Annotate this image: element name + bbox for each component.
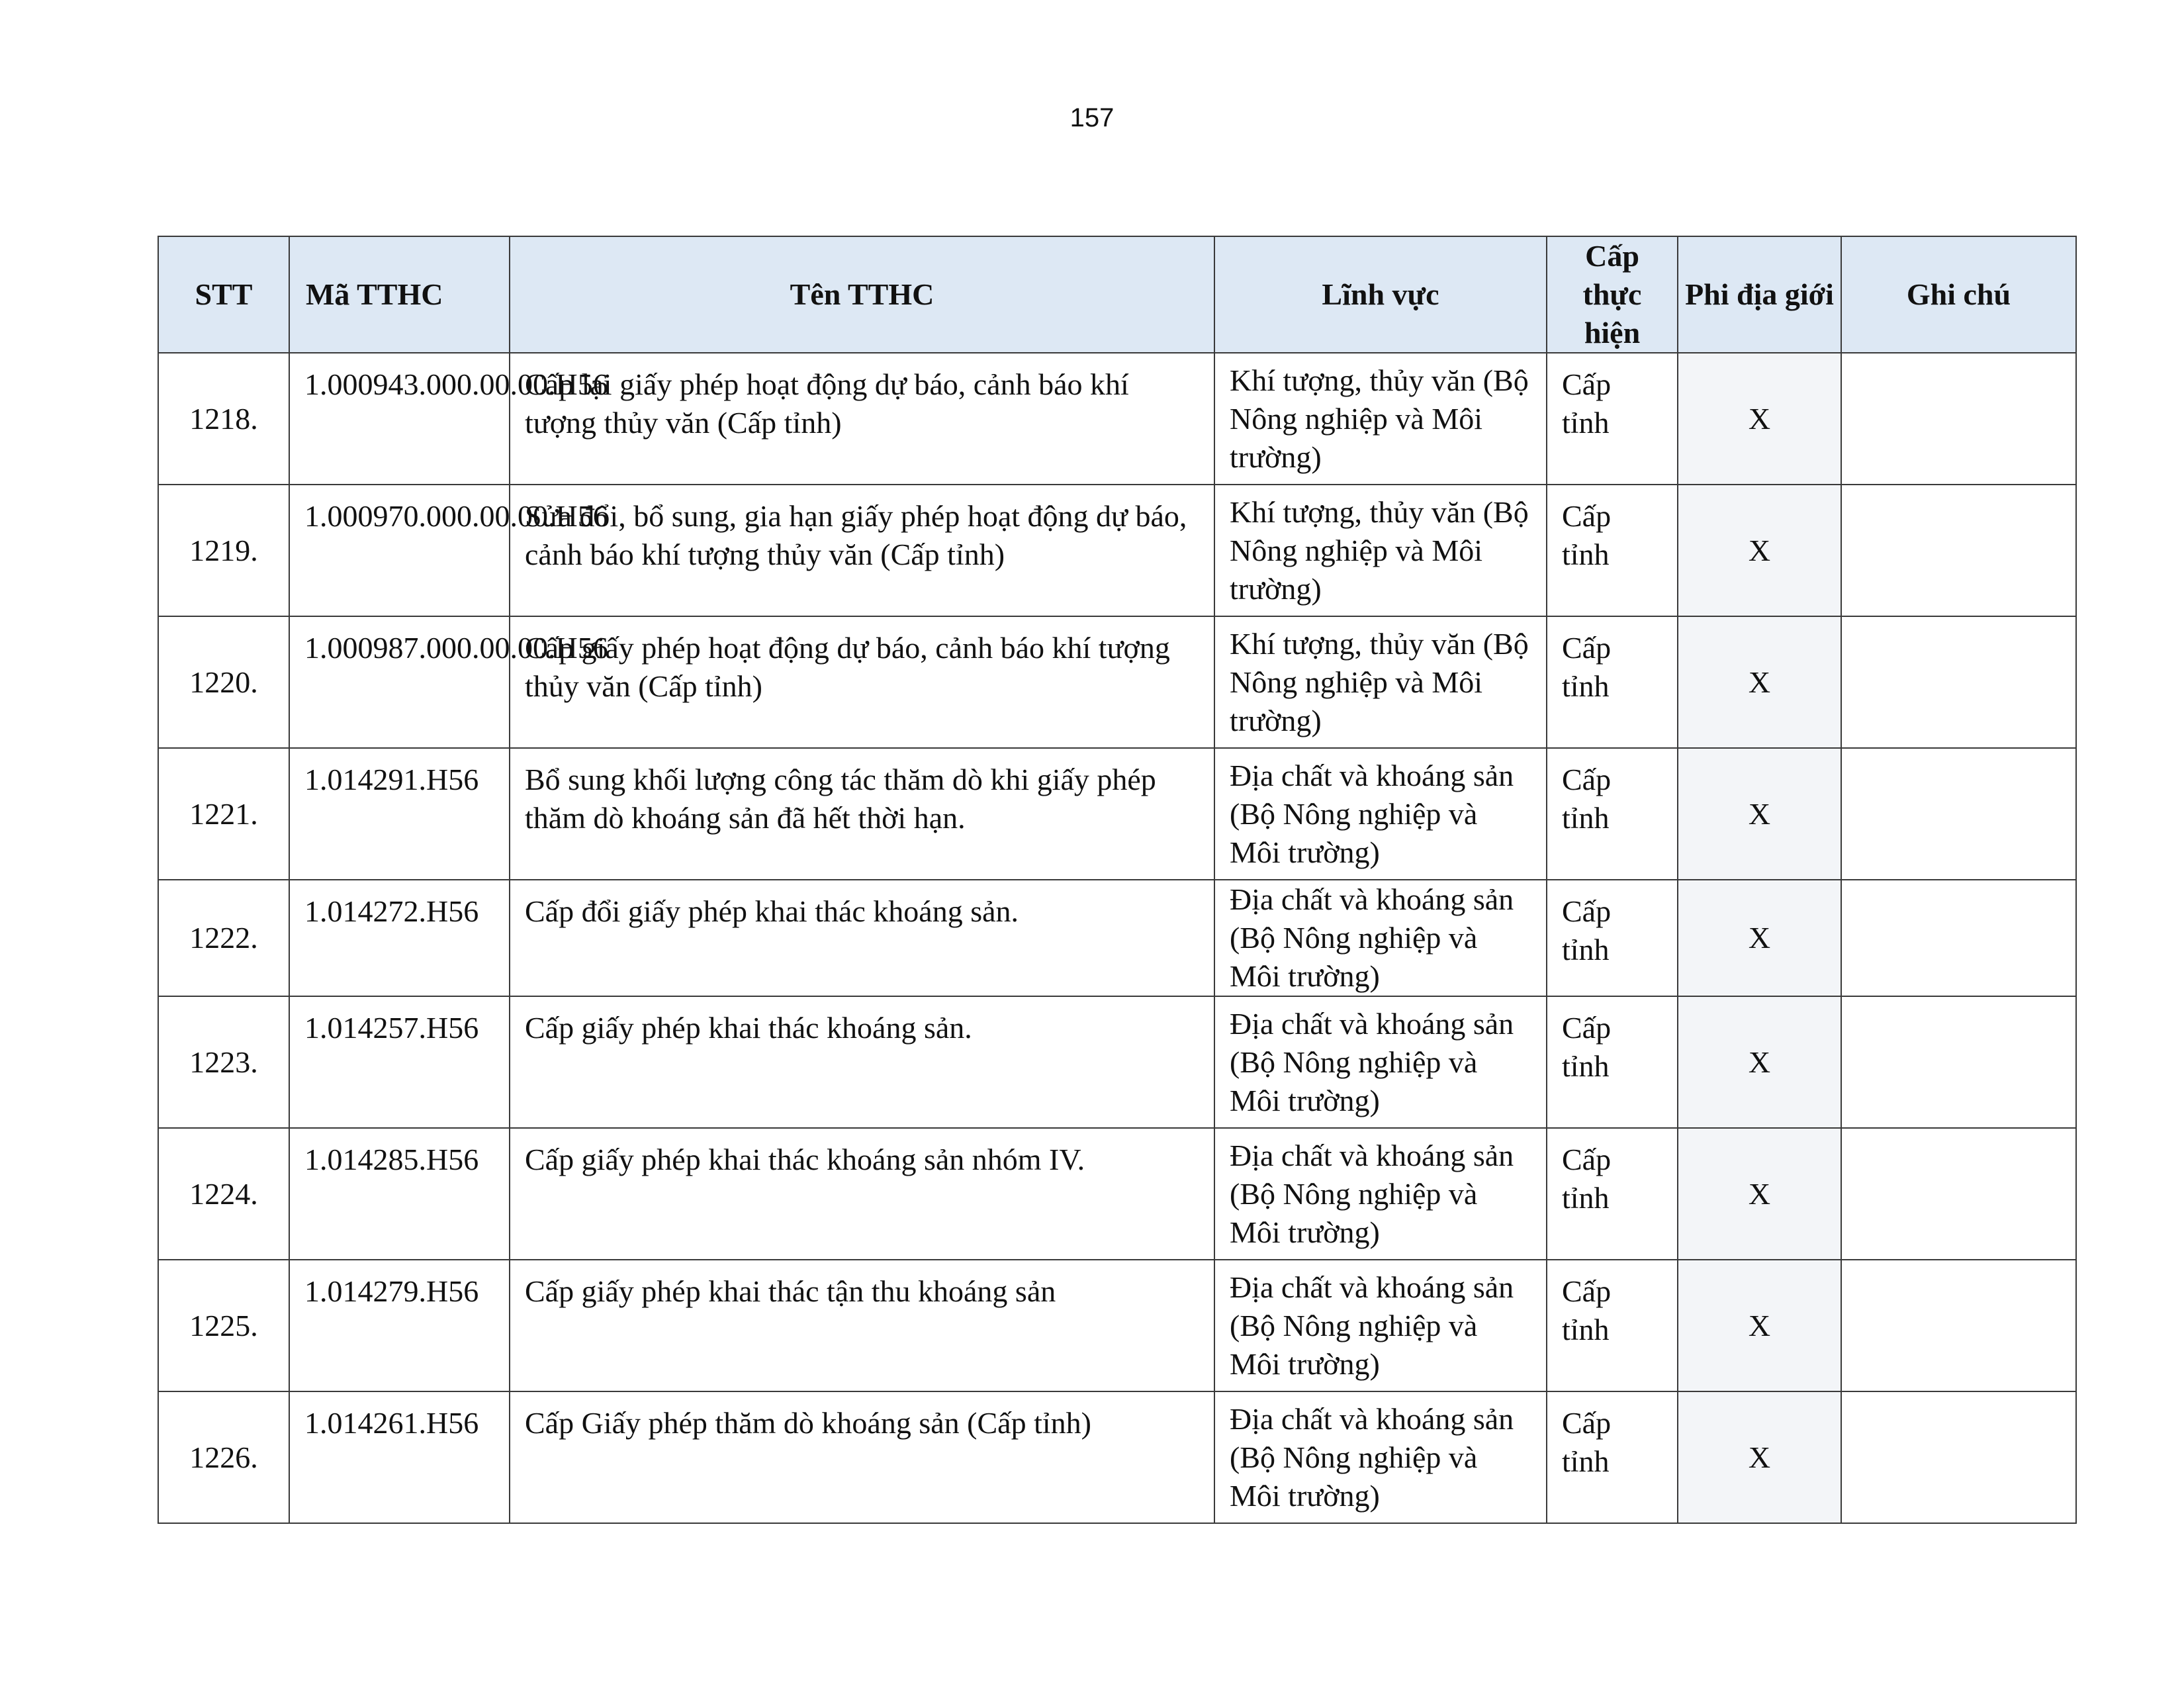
cell-ten-tthc: Cấp giấy phép hoạt động dự báo, cảnh báo khí tượng thủy văn (Cấp tỉnh) bbox=[510, 616, 1214, 748]
header-ten-tthc: Tên TTHC bbox=[510, 236, 1214, 353]
table-row bbox=[158, 1260, 2076, 1391]
cell-cap-thuc-hien: Cấp tỉnh bbox=[1547, 996, 1678, 1128]
cell-ghi-chu bbox=[1841, 880, 2076, 996]
cell-phi-dia-gioi: X bbox=[1678, 616, 1841, 748]
cell-ten-tthc: Cấp đổi giấy phép khai thác khoáng sản. bbox=[510, 880, 1214, 996]
table-row bbox=[158, 1128, 2076, 1260]
cell-linh-vuc: Địa chất và khoáng sản (Bộ Nông nghiệp và Môi trường) bbox=[1214, 880, 1547, 996]
cell-linh-vuc: Địa chất và khoáng sản (Bộ Nông nghiệp và Môi trường) bbox=[1214, 996, 1547, 1128]
cell-ten-tthc: Cấp lại giấy phép hoạt động dự báo, cảnh báo khí tượng thủy văn (Cấp tỉnh) bbox=[510, 353, 1214, 485]
procedures-table bbox=[158, 236, 2077, 1524]
cell-phi-dia-gioi: X bbox=[1678, 353, 1841, 485]
cell-cap-thuc-hien: Cấp tỉnh bbox=[1547, 485, 1678, 616]
cell-ghi-chu bbox=[1841, 353, 2076, 485]
cell-stt: 1224. bbox=[158, 1128, 289, 1260]
table-header-row bbox=[158, 236, 2076, 353]
header-cap-thuc-hien: Cấp thực hiện bbox=[1547, 236, 1678, 353]
cell-ma-tthc: 1.014279.H56 bbox=[289, 1260, 510, 1391]
table-row bbox=[158, 880, 2076, 996]
cell-ghi-chu bbox=[1841, 996, 2076, 1128]
cell-linh-vuc: Địa chất và khoáng sản (Bộ Nông nghiệp và Môi trường) bbox=[1214, 748, 1547, 880]
cell-cap-thuc-hien: Cấp tỉnh bbox=[1547, 353, 1678, 485]
cell-cap-thuc-hien: Cấp tỉnh bbox=[1547, 880, 1678, 996]
cell-ghi-chu bbox=[1841, 1391, 2076, 1523]
cell-ma-tthc: 1.000970.000.00.00.H56 bbox=[289, 485, 510, 616]
cell-ma-tthc: 1.000987.000.00.00.H56 bbox=[289, 616, 510, 748]
cell-phi-dia-gioi: X bbox=[1678, 880, 1841, 996]
cell-stt: 1220. bbox=[158, 616, 289, 748]
cell-stt: 1218. bbox=[158, 353, 289, 485]
table-row bbox=[158, 996, 2076, 1128]
cell-linh-vuc: Địa chất và khoáng sản (Bộ Nông nghiệp và Môi trường) bbox=[1214, 1391, 1547, 1523]
cell-ma-tthc: 1.014285.H56 bbox=[289, 1128, 510, 1260]
cell-ghi-chu bbox=[1841, 1128, 2076, 1260]
cell-linh-vuc: Địa chất và khoáng sản (Bộ Nông nghiệp và Môi trường) bbox=[1214, 1128, 1547, 1260]
cell-ghi-chu bbox=[1841, 485, 2076, 616]
cell-linh-vuc: Khí tượng, thủy văn (Bộ Nông nghiệp và Môi trường) bbox=[1214, 353, 1547, 485]
cell-ten-tthc: Cấp Giấy phép thăm dò khoáng sản (Cấp tỉnh) bbox=[510, 1391, 1214, 1523]
cell-cap-thuc-hien: Cấp tỉnh bbox=[1547, 1391, 1678, 1523]
cell-cap-thuc-hien: Cấp tỉnh bbox=[1547, 748, 1678, 880]
cell-phi-dia-gioi: X bbox=[1678, 1260, 1841, 1391]
cell-cap-thuc-hien: Cấp tỉnh bbox=[1547, 616, 1678, 748]
cell-ghi-chu bbox=[1841, 748, 2076, 880]
header-linh-vuc: Lĩnh vực bbox=[1214, 236, 1547, 353]
cell-ten-tthc: Sửa đổi, bổ sung, gia hạn giấy phép hoạt động dự báo, cảnh báo khí tượng thủy văn (Cấp tỉnh) bbox=[510, 485, 1214, 616]
cell-phi-dia-gioi: X bbox=[1678, 996, 1841, 1128]
cell-stt: 1222. bbox=[158, 880, 289, 996]
cell-phi-dia-gioi: X bbox=[1678, 1391, 1841, 1523]
header-ma-tthc: Mã TTHC bbox=[289, 236, 510, 353]
cell-stt: 1221. bbox=[158, 748, 289, 880]
cell-cap-thuc-hien: Cấp tỉnh bbox=[1547, 1260, 1678, 1391]
table-row bbox=[158, 353, 2076, 485]
cell-ten-tthc: Bổ sung khối lượng công tác thăm dò khi giấy phép thăm dò khoáng sản đã hết thời hạn. bbox=[510, 748, 1214, 880]
cell-ma-tthc: 1.014257.H56 bbox=[289, 996, 510, 1128]
cell-ten-tthc: Cấp giấy phép khai thác khoáng sản. bbox=[510, 996, 1214, 1128]
cell-phi-dia-gioi: X bbox=[1678, 1128, 1841, 1260]
cell-stt: 1225. bbox=[158, 1260, 289, 1391]
header-stt: STT bbox=[158, 236, 289, 353]
header-phi-dia-gioi: Phi địa giới bbox=[1678, 236, 1841, 353]
cell-ten-tthc: Cấp giấy phép khai thác tận thu khoáng sản bbox=[510, 1260, 1214, 1391]
table-row bbox=[158, 1391, 2076, 1523]
table-row bbox=[158, 748, 2076, 880]
cell-stt: 1219. bbox=[158, 485, 289, 616]
cell-ma-tthc: 1.000943.000.00.00.H56 bbox=[289, 353, 510, 485]
cell-ma-tthc: 1.014261.H56 bbox=[289, 1391, 510, 1523]
cell-ghi-chu bbox=[1841, 616, 2076, 748]
cell-cap-thuc-hien: Cấp tỉnh bbox=[1547, 1128, 1678, 1260]
cell-stt: 1226. bbox=[158, 1391, 289, 1523]
cell-ghi-chu bbox=[1841, 1260, 2076, 1391]
cell-phi-dia-gioi: X bbox=[1678, 485, 1841, 616]
table-row bbox=[158, 616, 2076, 748]
page-number: 157 bbox=[1069, 103, 1115, 132]
cell-phi-dia-gioi: X bbox=[1678, 748, 1841, 880]
header-ghi-chu: Ghi chú bbox=[1841, 236, 2076, 353]
cell-linh-vuc: Khí tượng, thủy văn (Bộ Nông nghiệp và Môi trường) bbox=[1214, 485, 1547, 616]
cell-ma-tthc: 1.014272.H56 bbox=[289, 880, 510, 996]
table-row bbox=[158, 485, 2076, 616]
cell-linh-vuc: Khí tượng, thủy văn (Bộ Nông nghiệp và Môi trường) bbox=[1214, 616, 1547, 748]
cell-ten-tthc: Cấp giấy phép khai thác khoáng sản nhóm IV. bbox=[510, 1128, 1214, 1260]
cell-linh-vuc: Địa chất và khoáng sản (Bộ Nông nghiệp và Môi trường) bbox=[1214, 1260, 1547, 1391]
cell-ma-tthc: 1.014291.H56 bbox=[289, 748, 510, 880]
cell-stt: 1223. bbox=[158, 996, 289, 1128]
